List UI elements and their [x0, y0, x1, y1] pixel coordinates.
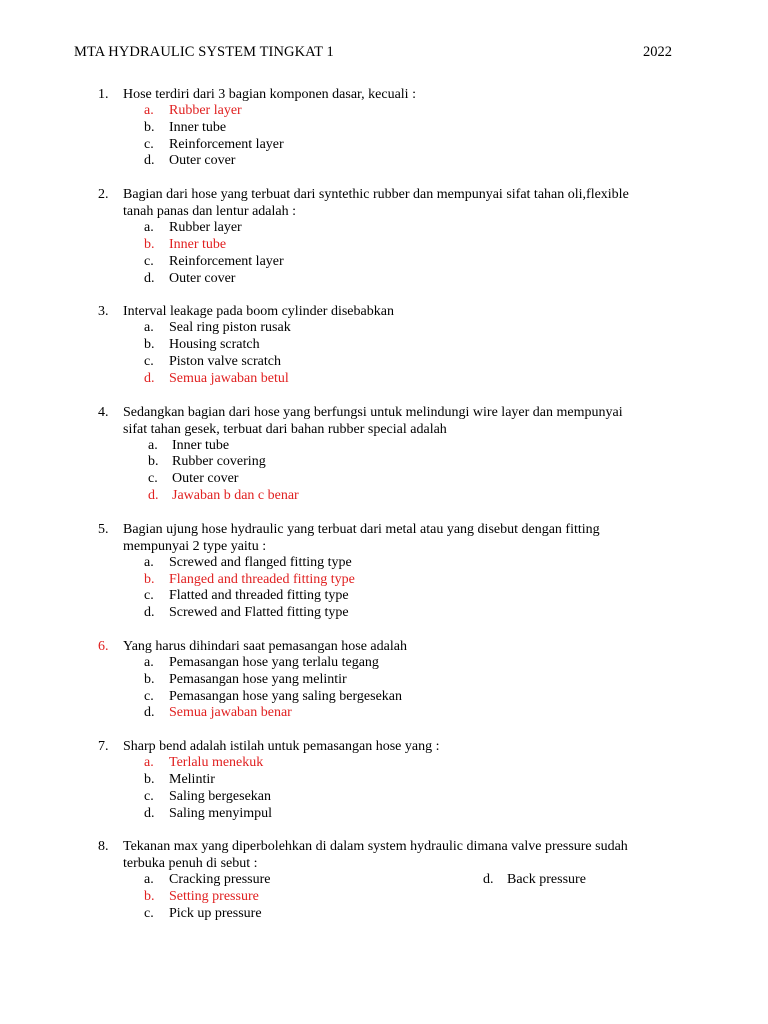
- option-letter: c.: [148, 471, 158, 487]
- option-letter: b.: [144, 889, 155, 905]
- option-text: Flanged and threaded fitting type: [169, 571, 355, 587]
- option-d: [0, 605, 768, 622]
- option-letter: c.: [144, 688, 154, 704]
- option-text: Melintir: [169, 771, 215, 787]
- option-text: Saling menyimpul: [169, 805, 273, 821]
- option-text: Rubber covering: [172, 454, 266, 470]
- option-a: [0, 220, 768, 237]
- question-text: Hose terdiri dari 3 bagian komponen dasar, kecuali :: [123, 87, 416, 102]
- option-a: [0, 438, 768, 455]
- option-d-answer: [0, 371, 768, 388]
- option-letter: b.: [144, 236, 155, 252]
- option-text: Pemasangan hose yang terlalu tegang: [169, 654, 379, 670]
- option-text: Inner tube: [169, 119, 227, 135]
- option-letter: b.: [148, 454, 159, 470]
- question-4: [0, 404, 768, 505]
- option-letter: a.: [144, 554, 154, 570]
- option-text: Cracking pressure: [169, 872, 271, 888]
- option-letter: a.: [148, 437, 158, 453]
- document-title: MTA HYDRAULIC SYSTEM TINGKAT 1: [74, 44, 334, 60]
- option-text: Pemasangan hose yang saling bergesekan: [169, 688, 403, 704]
- question-6: [0, 638, 768, 722]
- option-letter: a.: [144, 220, 154, 236]
- question-1: [0, 86, 768, 170]
- option-b: [0, 672, 768, 689]
- question-number: 3.: [98, 304, 109, 320]
- option-a-answer: [0, 103, 768, 120]
- option-letter: d.: [144, 370, 155, 386]
- option-c: [0, 906, 768, 923]
- option-letter: b.: [144, 771, 155, 787]
- option-a-answer: [0, 755, 768, 772]
- question-number: 1.: [98, 87, 109, 102]
- option-letter: c.: [144, 253, 154, 269]
- option-c: [0, 588, 768, 605]
- question-3: [0, 303, 768, 387]
- option-letter: c.: [144, 905, 154, 921]
- option-b: [0, 772, 768, 789]
- option-text: Rubber layer: [169, 220, 242, 236]
- option-letter: a.: [144, 872, 154, 888]
- option-c: [0, 689, 768, 706]
- question-text: Yang harus dihindari saat pemasangan hose adalah: [123, 638, 407, 654]
- option-letter: d.: [144, 705, 155, 721]
- option-d: [0, 271, 768, 288]
- option-d-answer: [0, 488, 768, 505]
- option-c: [0, 789, 768, 806]
- question-number: 4.: [98, 404, 109, 420]
- option-a: [0, 655, 768, 672]
- option-text: Seal ring piston rusak: [169, 320, 291, 336]
- option-b: [0, 337, 768, 354]
- option-letter: d.: [483, 872, 494, 888]
- option-text: Rubber layer: [169, 103, 242, 118]
- option-b-answer: [0, 572, 768, 589]
- option-a: [0, 320, 768, 337]
- option-letter: d.: [144, 605, 155, 621]
- question-number: 6.: [98, 638, 109, 654]
- question-2: [0, 186, 768, 287]
- option-text: Back pressure: [507, 872, 586, 888]
- option-b-answer: [0, 237, 768, 254]
- option-c: [0, 254, 768, 271]
- option-text: Semua jawaban benar: [169, 705, 292, 721]
- option-a: [0, 872, 768, 889]
- option-b: [0, 454, 768, 471]
- option-c: [0, 354, 768, 371]
- option-text: Terlalu menekuk: [169, 755, 264, 771]
- option-text: Setting pressure: [169, 889, 259, 905]
- option-letter: a.: [144, 755, 154, 771]
- question-number: 2.: [98, 187, 109, 203]
- option-d: [0, 806, 768, 823]
- option-text: Outer cover: [169, 153, 236, 169]
- question-number: 5.: [98, 521, 109, 537]
- option-b: [0, 120, 768, 137]
- option-letter: a.: [144, 103, 154, 118]
- option-text: Screwed and flanged fitting type: [169, 554, 352, 570]
- option-text: Housing scratch: [169, 337, 260, 353]
- question-7: [0, 738, 768, 822]
- option-a: [0, 555, 768, 572]
- question-text: Sharp bend adalah istilah untuk pemasangan hose yang :: [123, 739, 440, 755]
- question-text: Tekanan max yang diperbolehkan di dalam system hydraulic dimana valve pressure sudah terbuka penuh di sebut :: [123, 839, 628, 872]
- question-number: 7.: [98, 739, 109, 755]
- option-text: Pemasangan hose yang melintir: [169, 671, 347, 687]
- document-header: [74, 44, 672, 64]
- option-letter: c.: [144, 136, 154, 152]
- option-b-answer: [0, 889, 768, 906]
- option-text: Reinforcement layer: [169, 136, 284, 152]
- option-letter: c.: [144, 588, 154, 604]
- option-letter: c.: [144, 353, 154, 369]
- question-text: Bagian ujung hose hydraulic yang terbuat dari metal atau yang disebut dengan fitting mempunyai 2 type yaitu :: [123, 521, 600, 554]
- question-5: [0, 521, 768, 622]
- option-letter: b.: [144, 119, 155, 135]
- option-text: Flatted and threaded fitting type: [169, 588, 349, 604]
- option-d-answer: [0, 705, 768, 722]
- option-d: [0, 153, 768, 170]
- question-list: [0, 86, 768, 939]
- option-letter: d.: [144, 153, 155, 169]
- question-text: Interval leakage pada boom cylinder disebabkan: [123, 304, 394, 320]
- option-c: [0, 137, 768, 154]
- option-letter: d.: [144, 805, 155, 821]
- question-number: 8.: [98, 839, 109, 855]
- question-text: Bagian dari hose yang terbuat dari syntethic rubber dan mempunyai sifat tahan oli,flexible tanah panas dan lentur adalah :: [123, 187, 629, 220]
- option-text: Outer cover: [172, 471, 239, 487]
- option-letter: d.: [148, 487, 159, 503]
- option-text: Saling bergesekan: [169, 788, 271, 804]
- option-text: Semua jawaban betul: [169, 370, 289, 386]
- option-c: [0, 471, 768, 488]
- question-8: [0, 838, 768, 922]
- option-text: Screwed and Flatted fitting type: [169, 605, 349, 621]
- option-letter: b.: [144, 671, 155, 687]
- option-letter: b.: [144, 337, 155, 353]
- option-letter: c.: [144, 788, 154, 804]
- question-text: Sedangkan bagian dari hose yang berfungsi untuk melindungi wire layer dan mempunyai sifat tahan gesek, terbuat dari bahan rubber special adalah: [123, 404, 623, 437]
- option-letter: a.: [144, 654, 154, 670]
- option-text: Jawaban b dan c benar: [172, 487, 299, 503]
- option-letter: a.: [144, 320, 154, 336]
- option-text: Piston valve scratch: [169, 353, 281, 369]
- option-text: Inner tube: [169, 236, 227, 252]
- option-text: Outer cover: [169, 270, 236, 286]
- option-letter: d.: [144, 270, 155, 286]
- document-year: 2022: [643, 44, 672, 60]
- option-text: Inner tube: [172, 437, 230, 453]
- option-text: Pick up pressure: [169, 905, 262, 921]
- option-text: Reinforcement layer: [169, 253, 284, 269]
- option-letter: b.: [144, 571, 155, 587]
